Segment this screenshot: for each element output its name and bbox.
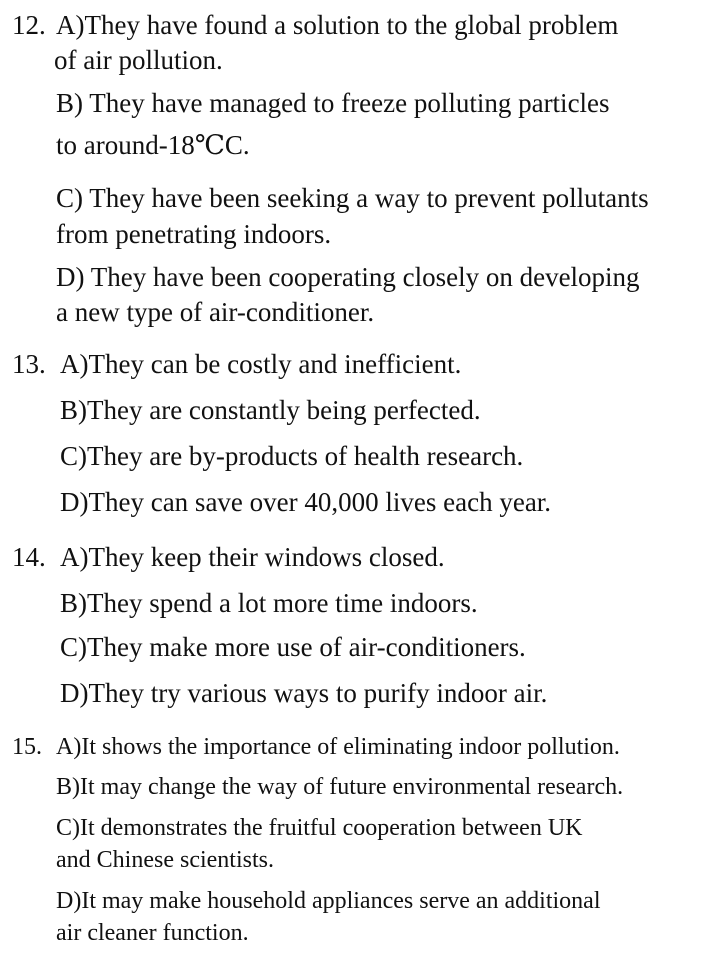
option-c-line-1: C)It demonstrates the fruitful cooperation between UK (56, 815, 583, 841)
option-b-line-2: to around-18℃C. (56, 130, 250, 160)
option-a-line-1: A)They keep their windows closed. (60, 542, 445, 572)
question-number: 15. (12, 734, 42, 760)
option-c-line-2: from penetrating indoors. (56, 219, 332, 249)
option-b-line-1: B)It may change the way of future environmental research. (56, 774, 624, 800)
option-a-line-2: of air pollution. (54, 45, 223, 75)
option-d-line-2: a new type of air-conditioner. (56, 297, 375, 327)
question-number: 14. (12, 542, 46, 572)
option-c-line-1: C) They have been seeking a way to prevent pollutants (56, 183, 649, 213)
option-d-line-1: D) They have been cooperating closely on developing (56, 262, 640, 292)
option-c-line-1: C)They make more use of air-conditioners. (60, 632, 526, 662)
option-a-line-1: A)It shows the importance of eliminating indoor pollution. (56, 734, 620, 760)
option-d-line-2: air cleaner function. (56, 920, 249, 946)
option-d-line-1: D)They try various ways to purify indoor air. (60, 678, 548, 708)
option-c-line-1: C)They are by-products of health research. (60, 441, 524, 471)
option-d-line-1: D)They can save over 40,000 lives each year. (60, 487, 552, 517)
option-b-line-1: B)They spend a lot more time indoors. (60, 588, 478, 618)
question-number: 12. (12, 10, 46, 40)
option-b-line-1: B) They have managed to freeze polluting particles (56, 88, 610, 118)
question-number: 13. (12, 349, 46, 379)
option-a-line-1: A)They have found a solution to the global problem (56, 10, 619, 40)
option-d-line-1: D)It may make household appliances serve an additional (56, 888, 601, 914)
option-c-line-2: and Chinese scientists. (56, 847, 274, 873)
option-a-line-1: A)They can be costly and inefficient. (60, 349, 462, 379)
option-b-line-1: B)They are constantly being perfected. (60, 395, 481, 425)
